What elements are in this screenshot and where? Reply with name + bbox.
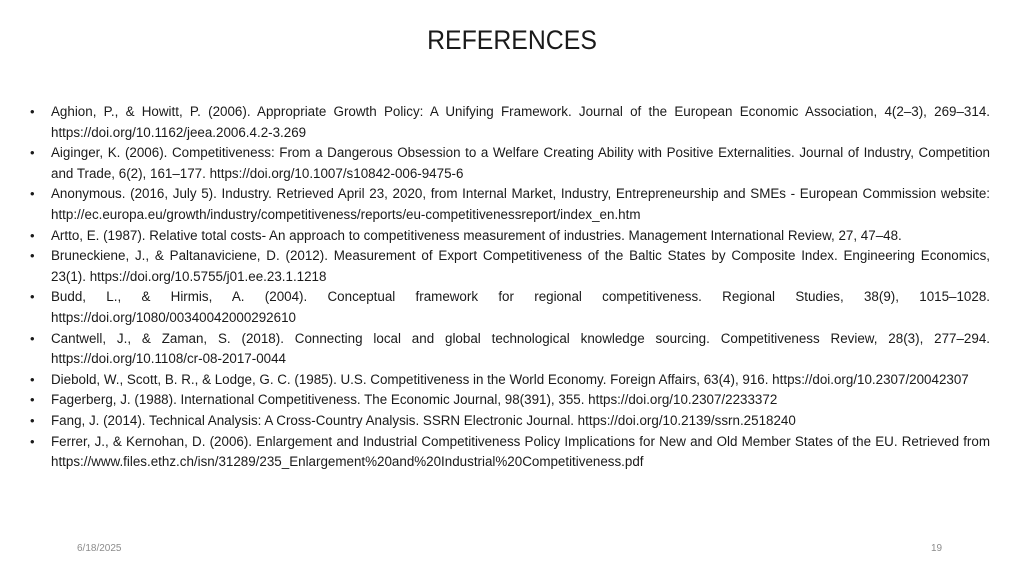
reference-text: Aghion, P., & Howitt, P. (2006). Appropriate Growth Policy: A Unifying Framework. Journal of the European Economic Association, 4(2–3), 269–314. https://doi.org/10.1162/jeea.2006.4.2-3.269	[51, 104, 990, 140]
reference-text: Ferrer, J., & Kernohan, D. (2006). Enlargement and Industrial Competitiveness Policy Implications for New and Old Member States of the EU. Retrieved from https://www.files.ethz.ch/isn/31289/235_Enlargement%20and%20Industrial%20Competitiveness.pdf	[51, 433, 990, 470]
page-number: 19	[931, 543, 943, 554]
reference-text: Anonymous. (2016, July 5). Industry. Retrieved April 23, 2020, from Internal Market, Industry, Entrepreneurship and SMEs - European Commission website: http://ec.europa.eu/growth/industry/competitiveness/reports/eu-competitivenessreport/index_en.htm	[51, 186, 990, 222]
slide-title: REFERENCES	[427, 25, 597, 55]
bullet-icon: •	[30, 248, 35, 264]
bullet-icon: •	[30, 145, 35, 161]
reference-text: Cantwell, J., & Zaman, S. (2018). Connecting local and global technological knowledge sourcing. Competitiveness Review, 28(3), 277–294. https://doi.org/10.1108/cr-08-2017-0044	[51, 330, 990, 367]
reference-item	[30, 226, 990, 247]
reference-item	[30, 329, 990, 370]
reference-list	[30, 102, 990, 473]
reference-item	[30, 143, 990, 184]
bullet-icon: •	[30, 392, 35, 408]
reference-item	[30, 390, 990, 411]
bullet-icon: •	[30, 330, 35, 346]
reference-text: Aiginger, K. (2006). Competitiveness: From a Dangerous Obsession to a Welfare Creating Ability with Positive Externalities. Journal of Industry, Competition and Trade, 6(2), 161–177. https://doi.org/10.1007/s10842-006-9475-6	[51, 145, 990, 181]
reference-item	[30, 184, 990, 225]
reference-item	[30, 246, 990, 287]
reference-item	[30, 432, 990, 473]
reference-text: Bruneckiene, J., & Paltanaviciene, D. (2012). Measurement of Export Competitiveness of the Baltic States by Composite Index. Engineering Economics, 23(1). https://doi.org/10.5755/j01.ee.23.1.1218	[51, 248, 990, 284]
bullet-icon: •	[30, 433, 35, 449]
bullet-icon: •	[30, 227, 35, 243]
bullet-icon: •	[30, 371, 35, 387]
reference-text: Artto, E. (1987). Relative total costs- An approach to competitiveness measurement of industries. Management International Review, 27, 47–48.	[51, 227, 902, 243]
reference-item	[30, 411, 990, 432]
bullet-icon: •	[30, 104, 35, 119]
reference-text: Fagerberg, J. (1988). International Competitiveness. The Economic Journal, 98(391), 355. https://doi.org/10.2307/2233372	[51, 392, 778, 408]
reference-item	[30, 370, 990, 391]
reference-item	[30, 102, 990, 143]
reference-text: Budd, L., & Hirmis, A. (2004). Conceptual framework for regional competitiveness. Regional Studies, 38(9), 1015–1028. https://doi.org/1080/00340042000292610	[51, 289, 990, 325]
reference-text: Diebold, W., Scott, B. R., & Lodge, G. C. (1985). U.S. Competitiveness in the World Economy. Foreign Affairs, 63(4), 916. https://doi.org/10.2307/20042307	[51, 371, 969, 387]
bullet-icon: •	[30, 186, 35, 202]
reference-text: Fang, J. (2014). Technical Analysis: A Cross-Country Analysis. SSRN Electronic Journal. https://doi.org/10.2139/ssrn.2518240	[51, 412, 796, 428]
footer-date: 6/18/2025	[77, 543, 122, 554]
bullet-icon: •	[30, 289, 35, 305]
reference-item	[30, 287, 990, 328]
bullet-icon: •	[30, 412, 35, 428]
